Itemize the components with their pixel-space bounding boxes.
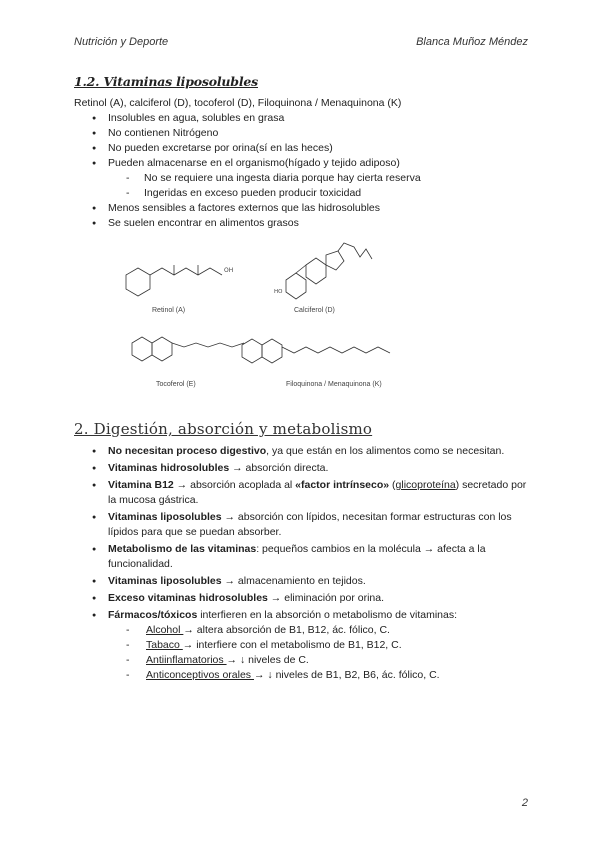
- list-item: ● No pueden excretarse por orina(sí en las heces): [92, 141, 421, 156]
- drug-effect: → altera absorción de B1, B12, ác. fólico, C.: [183, 624, 390, 636]
- item-text: → absorción con lípidos, necesitan formar estructuras con los lípidos para que se puedan absorber.: [108, 511, 512, 538]
- calciferol-caption: Calciferol (D): [294, 307, 335, 314]
- sub-list-text: Ingeridas en exceso pueden producir toxicidad: [144, 187, 362, 199]
- section-1-bullets: [92, 111, 421, 231]
- item-underlined: glicoproteína: [395, 479, 456, 491]
- retinol-ring: [126, 268, 150, 296]
- section-1-intro: Retinol (A), calciferol (D), tocoferol (D), Filoquinona / Menaquinona (K): [74, 97, 402, 109]
- item-text: , ya que están en los alimentos como se necesitan.: [266, 445, 505, 457]
- sub-list-item: [92, 171, 421, 186]
- drug-item: [92, 668, 532, 683]
- calciferol-ring-c: [326, 251, 344, 270]
- sub-list-text: No se requiere una ingesta diaria porque hay cierta reserva: [144, 172, 421, 184]
- calciferol-ho-label: HO: [274, 289, 283, 295]
- drug-effect: → interfiere con el metabolismo de B1, B12, C.: [182, 639, 402, 651]
- filoquinona-ring: [242, 339, 262, 363]
- item-text: → absorción acoplada al: [173, 479, 296, 491]
- drug-name: Anticonceptivos orales: [146, 669, 254, 681]
- header-right: Blanca Muñoz Méndez: [416, 36, 528, 48]
- list-item: [92, 542, 532, 572]
- section-1-title: 1.2. Vitaminas liposolubles: [74, 74, 258, 89]
- list-item: [92, 156, 421, 201]
- calciferol-ring-b: [306, 258, 326, 284]
- list-item: [92, 444, 532, 459]
- item-bold: Vitaminas hidrosolubles: [108, 462, 230, 474]
- filoquinona-caption: Filoquinona / Menaquinona (K): [286, 381, 382, 388]
- header-left: Nutrición y Deporte: [74, 36, 169, 48]
- drug-name: Antiinflamatorios: [146, 654, 227, 666]
- item-text: ) secretado por la mucosa gástrica.: [108, 479, 527, 506]
- list-item: ● Menos sensibles a factores externos que las hidrosolubles: [92, 201, 421, 216]
- sub-list-item: [92, 186, 421, 201]
- chemical-structures-svg: [116, 235, 406, 395]
- tocoferol-caption: Tocoferol (E): [156, 381, 196, 388]
- list-item: ● Se suelen encontrar en alimentos grasos: [92, 216, 421, 231]
- tocoferol-ring: [132, 337, 152, 361]
- calciferol-ring-a: [286, 273, 306, 299]
- list-item: [92, 591, 532, 606]
- item-text: → almacenamiento en tejidos.: [221, 575, 366, 587]
- item-text: : pequeños cambios en la molécula → afecta a la funcionalidad.: [108, 543, 486, 570]
- list-item: ● No contienen Nitrógeno: [92, 126, 421, 141]
- list-item: [92, 510, 532, 540]
- drug-name: Alcohol: [146, 624, 184, 636]
- drug-item: [92, 638, 532, 653]
- retinol-oh-label: OH: [224, 267, 234, 274]
- item-bold: No necesitan proceso digestivo: [108, 445, 267, 457]
- page-number: 2: [521, 797, 528, 809]
- list-item: [92, 608, 532, 683]
- item-bold: Metabolismo de las vitaminas: [108, 543, 257, 555]
- list-item: ● Insolubles en agua, solubles en grasa: [92, 111, 421, 126]
- retinol-caption: Retinol (A): [152, 307, 186, 314]
- drug-name: Tabaco: [146, 639, 183, 651]
- section-2-title: 2. Digestión, absorción y metabolismo: [74, 420, 373, 438]
- item-bold-2: «factor intrínseco»: [295, 479, 390, 491]
- item-text: (: [389, 479, 396, 491]
- list-item-text: Pueden almacenarse en el organismo(hígado y tejido adiposo): [108, 157, 400, 169]
- item-bold: Vitaminas liposolubles: [108, 511, 222, 523]
- sub-list: [92, 171, 421, 201]
- retinol-chain: [150, 268, 222, 275]
- drug-effect: → ↓ niveles de B1, B2, B6, ác. fólico, C.: [253, 669, 440, 681]
- calciferol-side-chain: [338, 243, 372, 259]
- item-bold: Exceso vitaminas hidrosolubles: [108, 592, 268, 604]
- drug-effect: → ↓ niveles de C.: [226, 654, 309, 666]
- list-item: [92, 461, 532, 476]
- drug-item: [92, 653, 532, 668]
- item-text: → absorción directa.: [229, 462, 329, 474]
- vitamin-structures-figure: [116, 235, 406, 395]
- drug-item: [92, 623, 532, 638]
- list-item: [92, 478, 532, 508]
- drug-list: [92, 623, 532, 683]
- section-2-bullets: [92, 444, 532, 685]
- item-text: interfieren en la absorción o metabolismo de vitaminas:: [197, 609, 458, 621]
- item-text: → eliminación por orina.: [267, 592, 385, 604]
- filoquinona-chain: [282, 347, 390, 353]
- item-bold: Vitaminas liposolubles: [108, 575, 222, 587]
- item-bold: Fármacos/tóxicos: [108, 609, 198, 621]
- list-item: [92, 574, 532, 589]
- item-bold: Vitamina B12: [108, 479, 174, 491]
- tocoferol-chain: [172, 343, 244, 347]
